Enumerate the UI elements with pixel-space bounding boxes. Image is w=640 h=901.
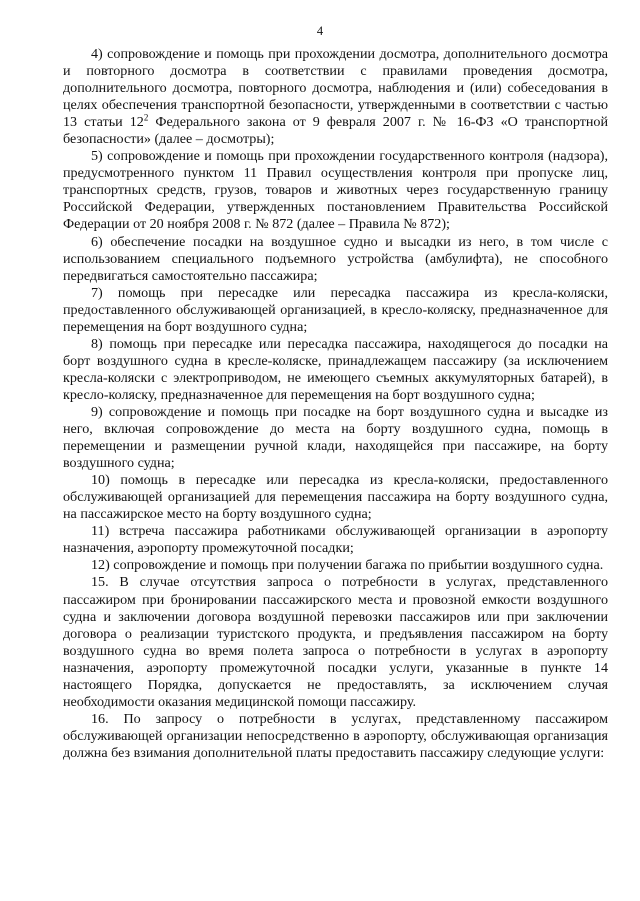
paragraph-item-4 xyxy=(63,46,608,148)
paragraph-item-8: 8) помощь при пересадке или пересадка пассажира, находящегося до посадки на борт воздушного судна в кресле-коляске, принадлежащем пассажиру (за исключением кресла-коляски с электроприводом, не имеющего съемных аккумуляторных батарей), в кресло-коляску, предназначенное для перемещения на борт воздушного судна; xyxy=(63,335,608,403)
paragraph-clause-15: 15. В случае отсутствия запроса о потребности в услугах, представленного пассажиром при бронировании пассажирского места и провозной емкости воздушного судна и заключении договора воздушной перевозки пассажиров или при заключении договора о реализации туристского продукта, и предъявления пассажиром на борту воздушного судна во время полета запроса о потребности в услугах в аэропорту назначения, аэропорту промежуточной посадки услуги, указанные в пункте 14 настоящего Порядка, допускается не предоставлять, за исключением случая необходимости оказания медицинской помощи пассажиру. xyxy=(63,574,608,710)
document-body xyxy=(63,46,608,762)
paragraph-clause-16: 16. По запросу о потребности в услугах, представленному пассажиром обслуживающей организации непосредственно в аэропорту, обслуживающая организация должна без взимания дополнительной платы предоставить пассажиру следующие услуги: xyxy=(63,710,608,761)
paragraph-item-12: 12) сопровождение и помощь при получении багажа по прибытии воздушного судна. xyxy=(91,557,604,574)
paragraph-item-10: 10) помощь в пересадке или пересадка из кресла-коляски, предоставленного обслуживающей организацией для перемещения пассажира на борту воздушного судна, на пассажирское место на борту воздушного судна; xyxy=(63,472,608,523)
paragraph-item-7: 7) помощь при пересадке или пересадка пассажира из кресла-коляски, предоставленного обслуживающей организацией, в кресло-коляску, предназначенное для перемещения на борт воздушного судна; xyxy=(63,284,608,335)
paragraph-item-6: 6) обеспечение посадки на воздушное судно и высадки из него, в том числе с использованием специального подъемного устройства (амбулифта), не способного передвигаться самостоятельно пассажира; xyxy=(63,233,608,284)
paragraph-item-11: 11) встреча пассажира работниками обслуживающей организации в аэропорту назначения, аэропорту промежуточной посадки; xyxy=(63,523,608,557)
paragraph-text-tail: Федерального закона от 9 февраля 2007 г. № 16-ФЗ «О транспортной безопасности» (далее – досмотры); xyxy=(63,114,609,148)
paragraph-item-5: 5) сопровождение и помощь при прохождении государственного контроля (надзора), предусмотренного пунктом 11 Правил осуществления контроля при пропуске лиц, транспортных средств, грузов, товаров и животных через государственную границу Российской Федерации, утвержденных постановлением Правительства Российской Федерации от 20 ноября 2008 г. № 872 (далее – Правила № 872); xyxy=(63,148,608,233)
paragraph-item-9: 9) сопровождение и помощь при посадке на борт воздушного судна и высадке из него, включая сопровождение до места на борту воздушного судна, помощь в перемещении и размещении ручной клади, находящейся при пассажире, на борту воздушного судна; xyxy=(63,403,608,472)
paragraph-text: 4) сопровождение и помощь при прохождении досмотра, дополнительного досмотра и повторного досмотра в соответствии с правилами проведения досмотра, дополнительного досмотра, повторного досмотра, наблюдения и (или) собеседования в целях обеспечения транспортной безопасности, утвержденными в соответствии с частью 13 статьи 12 xyxy=(63,46,608,131)
superscript: 2 xyxy=(143,112,149,123)
page-number: 4 xyxy=(316,24,324,38)
